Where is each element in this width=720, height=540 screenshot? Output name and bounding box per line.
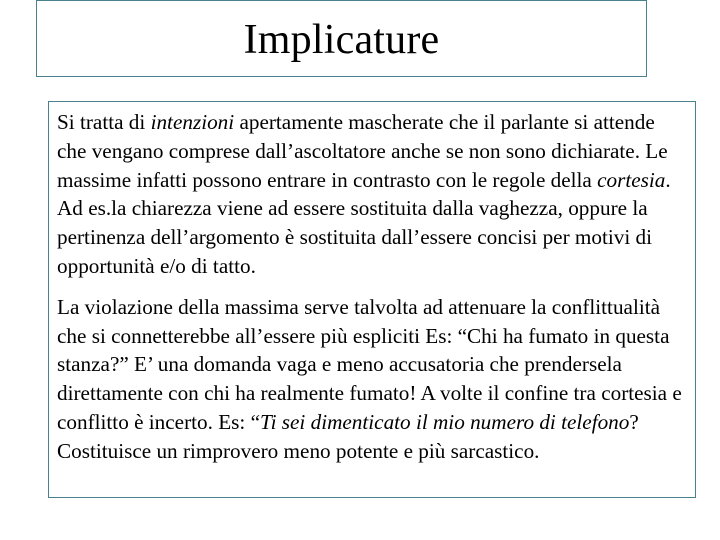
paragraph-violation <box>57 293 687 466</box>
paragraph-2-text-b: ? Costituisce un rimprovero meno potente e più sarcastico. <box>57 409 639 463</box>
italic-term-intenzioni: intenzioni <box>150 110 235 134</box>
paragraph-1-text-b: apertamente mascherate che il parlante si attende che vengano comprese dall’ascoltatore anche se non sono dichiarate. Le massime infatti possono entrare in contrasto con le regole della <box>57 110 668 192</box>
paragraph-2-text-a: La violazione della massima serve talvolta ad attenuare la conflittualità che si connetterebbe all’essere più espliciti Es: “Chi ha fumato in questa stanza?” E’ una domanda vaga e meno accusatoria che prendersela direttamente con chi ha realmente fumato! A volte il confine tra cortesia e conflitto è incerto. Es: “ <box>57 294 682 434</box>
paragraph-intentions <box>57 108 687 281</box>
paragraph-1-text-a: Si tratta di <box>57 110 151 134</box>
paragraph-1-text-c: . Ad es.la chiarezza viene ad essere sostituita dalla vaghezza, oppure la pertinenza dell’argomento è sostituita dall’essere concisi per motivi di opportunità e/o di tatto. <box>57 167 671 278</box>
content-box <box>48 101 696 498</box>
italic-term-cortesia: cortesia <box>597 167 666 192</box>
slide-title: Implicature <box>243 17 440 63</box>
italic-example-question: Ti sei dimenticato il mio numero di telefono <box>259 409 630 434</box>
title-box <box>36 0 647 77</box>
